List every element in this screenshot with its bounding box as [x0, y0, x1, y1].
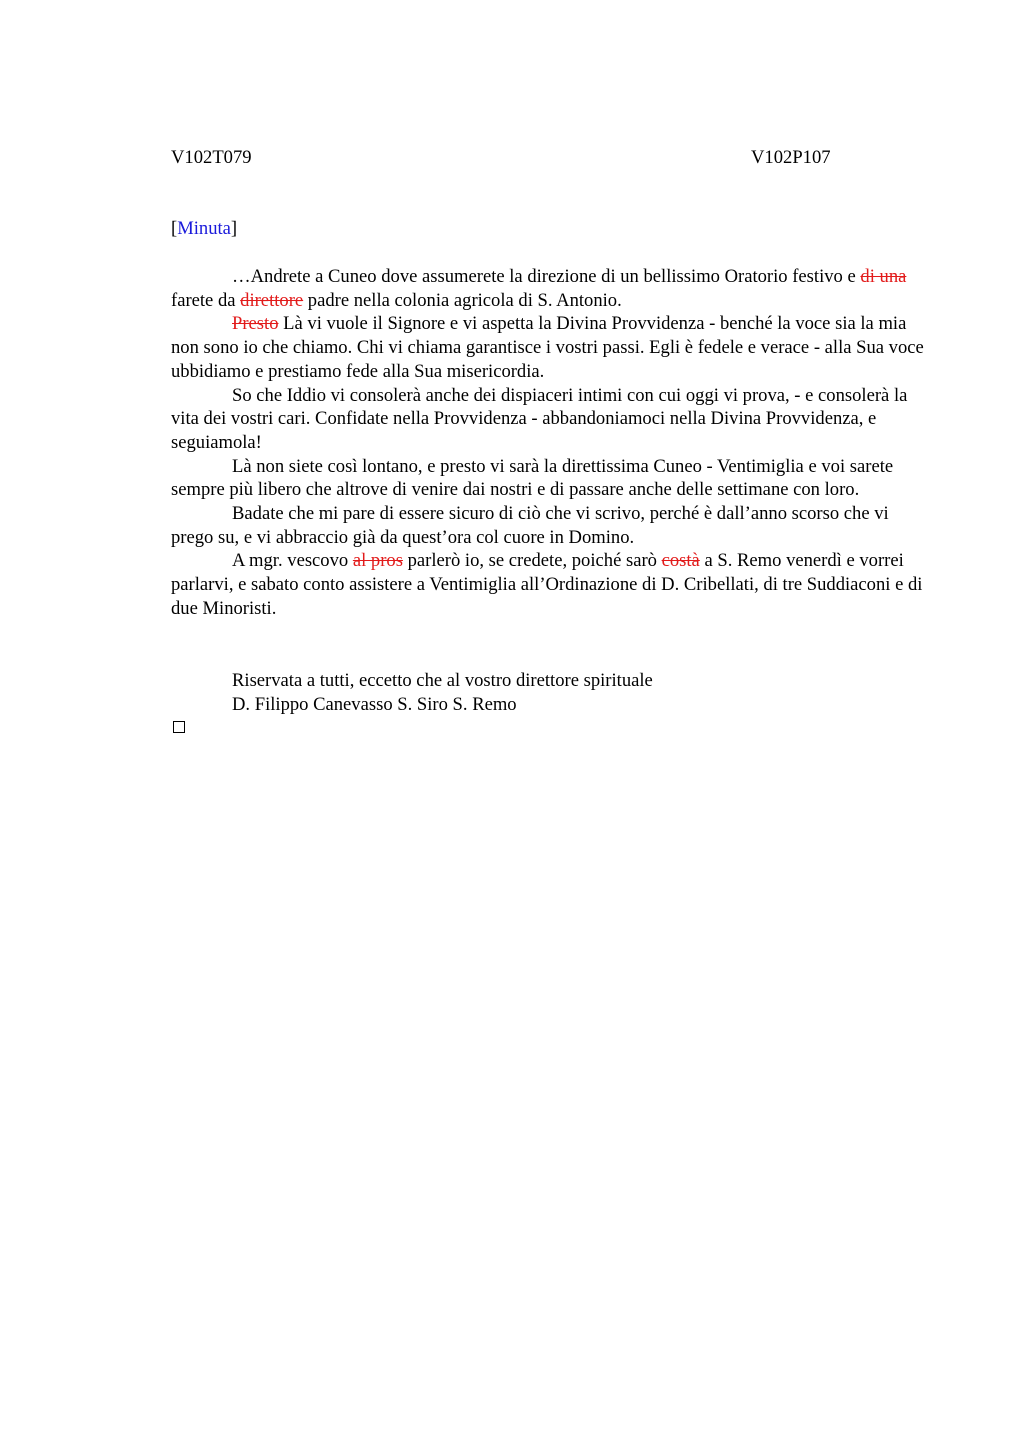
deleted-text: direttore	[240, 289, 304, 311]
paragraph-2	[171, 312, 929, 383]
close-bracket: ]	[230, 218, 238, 239]
paragraph-1	[171, 265, 929, 312]
letter-body	[171, 265, 929, 621]
checkbox-square-icon	[173, 721, 185, 733]
paragraph-5: Badate che mi pare di essere sicuro di ciò che vi scrivo, perché è dall’anno scorso che vi prego su, e vi abbraccio già da quest’ora col cuore in Domino.	[171, 503, 889, 548]
paragraph-6	[171, 549, 929, 620]
text-segment: a S. Remo venerdì e vorrei parlarvi, e sabato conto assistere a Ventimiglia all’Ordinazione di D. Cribellati, di tre Suddiaconi e di due Minoristi.	[171, 550, 923, 619]
deleted-text: al pros	[352, 550, 403, 572]
section-label	[171, 218, 237, 240]
deleted-text: costà	[661, 550, 700, 572]
note-line-1: Riservata a tutti, eccetto che al vostro direttore spirituale	[232, 670, 653, 691]
document-code-right: V102P107	[751, 147, 831, 168]
text-segment: farete da	[171, 289, 241, 311]
postscript-note	[232, 669, 653, 716]
deleted-text: di una	[860, 266, 907, 287]
document-code-left: V102T079	[171, 147, 252, 168]
paragraph-3: So che Iddio vi consolerà anche dei dispiaceri intimi con cui oggi vi prova, - e consolerà la vita dei vostri cari. Confidate nella Provvidenza - abbandoniamoci nella Divina Provvidenza, e seguiamola!	[171, 384, 908, 453]
text-segment: parlerò io, se credete, poiché sarò	[402, 550, 662, 572]
text-segment: …Andrete a Cuneo dove assumerete la direzione di un bellissimo Oratorio festivo e	[232, 266, 861, 287]
paragraph-4: Là non siete così lontano, e presto vi sarà la direttissima Cuneo - Ventimiglia e voi sarete sempre più libero che altrove di venire dai nostri e di passare anche delle settimane con loro.	[171, 455, 894, 501]
open-bracket: [	[171, 218, 178, 239]
text-segment: Là vi vuole il Signore e vi aspetta la Divina Provvidenza - benché la voce sia la mia non sono io che chiamo. Chi vi chiama garantisce i vostri passi. Egli è fedele e verace - alla Sua voce ubbidiamo e prestiamo fede alla Sua misericordia.	[171, 313, 924, 382]
minuta-label: Minuta	[177, 218, 231, 239]
note-line-2: D. Filippo Canevasso S. Siro S. Remo	[232, 693, 517, 715]
deleted-text: Presto	[232, 313, 279, 335]
text-segment: padre nella colonia agricola di S. Antonio.	[303, 289, 622, 311]
text-segment: A mgr. vescovo	[232, 550, 353, 572]
